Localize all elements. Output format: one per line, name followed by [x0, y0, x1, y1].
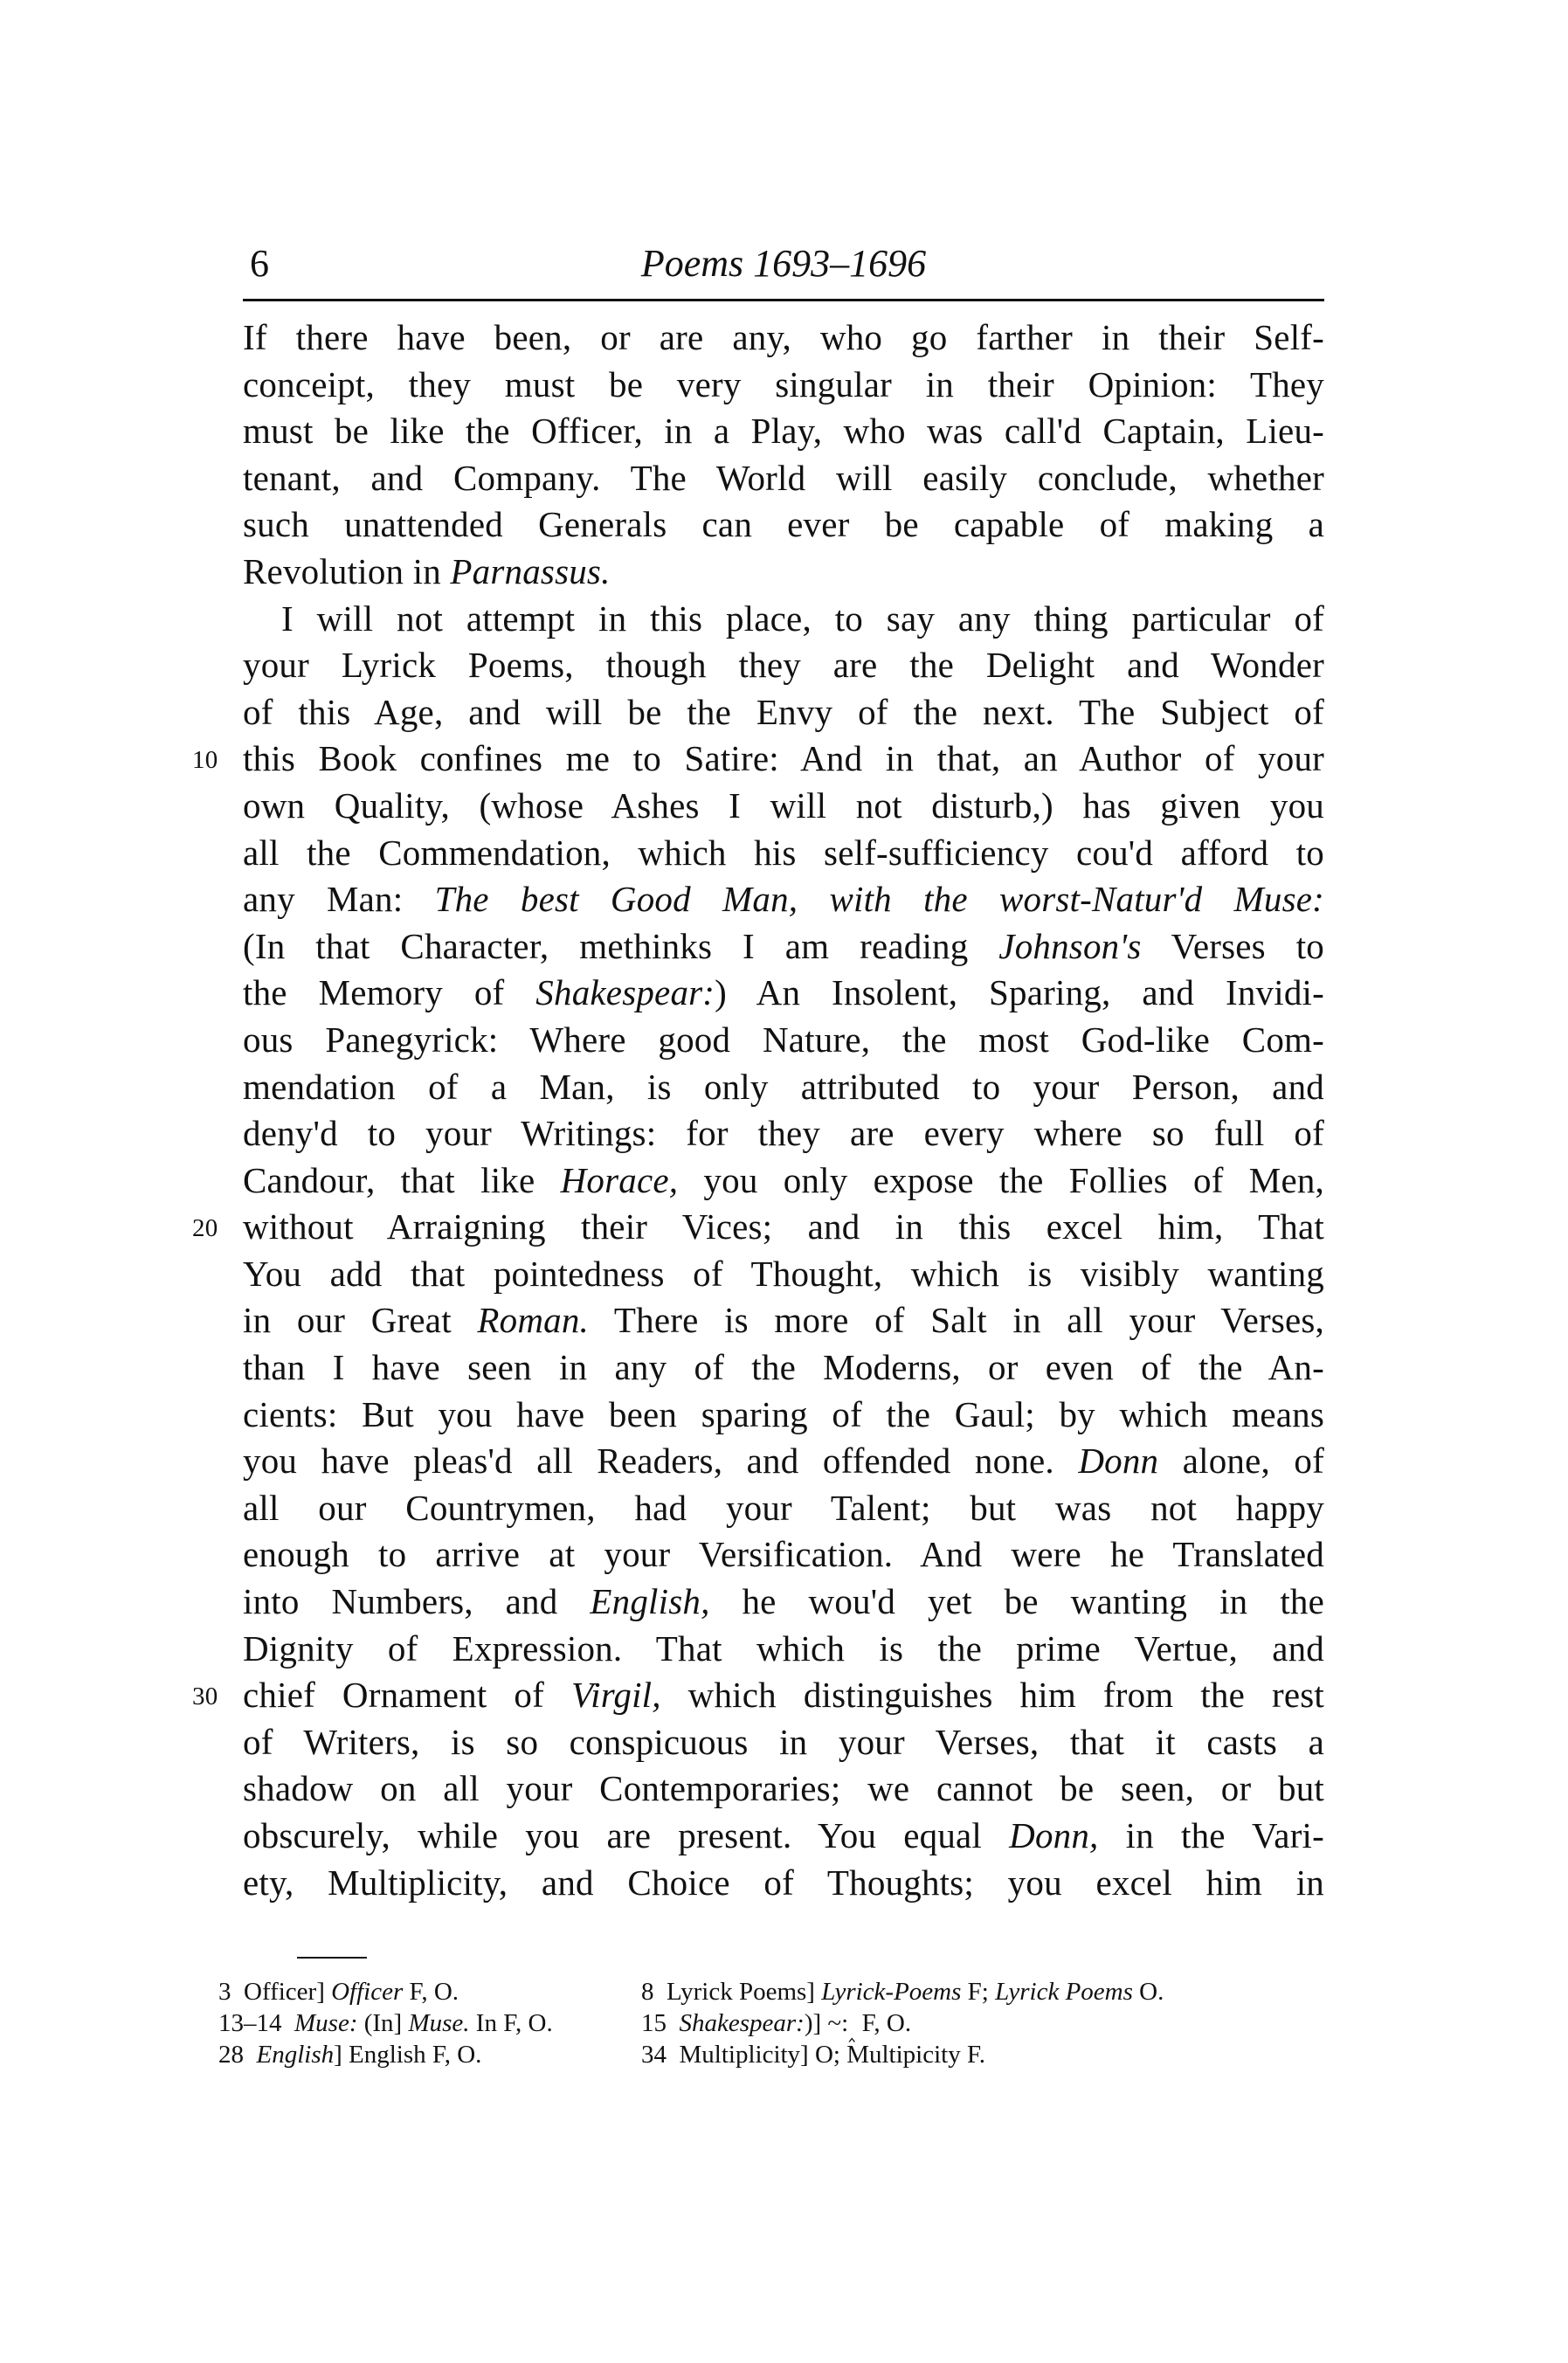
- footnote: 13–14 Muse: (In] Muse. In F, O.: [218, 2009, 553, 2037]
- text-line: shadow on all your Contemporaries; we cannot be seen, or but: [243, 1768, 1324, 1809]
- footnote-line: [218, 2039, 1324, 2070]
- text-line: your Lyrick Poems, though they are the Delight and Wonder: [243, 645, 1324, 686]
- footnote: 15 Shakespear:)] $\sim:_‸$ F, O.: [641, 2009, 912, 2042]
- footnote: 28 English] English F, O.: [218, 2041, 482, 2069]
- line-number: 20: [192, 1214, 218, 1243]
- text-line: 20 without Arraigning their Vices; and in this excel him, That: [243, 1204, 1324, 1251]
- text-line: Candour, that like Horace, you only expose the Follies of Men,: [243, 1159, 1324, 1200]
- footnote: 34 Multiplicity] O; Multipicity F.: [641, 2041, 986, 2069]
- body-text: [192, 314, 1325, 1906]
- text-line: own Quality, (whose Ashes I will not disturb,) has given you: [243, 784, 1324, 826]
- text-line: you have pleas'd all Readers, and offended none. Donn alone, of: [243, 1441, 1324, 1482]
- text-line: into Numbers, and English, he wou'd yet be wanting in the: [243, 1581, 1325, 1622]
- text-line: any Man: The best Good Man, with the worst-Natur'd Muse:: [243, 879, 1324, 920]
- text-line: ous Panegyrick: Where good Nature, the most God-like Com-: [243, 1019, 1324, 1060]
- text-line: such unattended Generals can ever be capable of making a: [243, 504, 1324, 545]
- text-line: of Writers, is so conspicuous in your Verses, that it casts a: [243, 1721, 1324, 1762]
- text-line: cients: But you have been sparing of the Gaul; by which means: [243, 1393, 1324, 1434]
- text-line: I will not attempt in this place, to say any thing particular of: [281, 598, 1324, 639]
- text-line: of this Age, and will be the Envy of the next. The Subject of: [243, 691, 1324, 732]
- text-line: You add that pointedness of Thought, which is visibly wanting: [243, 1253, 1324, 1294]
- text-line: must be like the Officer, in a Play, who was call'd Captain, Lieu-: [243, 411, 1324, 452]
- text-line: than I have seen in any of the Moderns, or even of the An-: [243, 1347, 1324, 1388]
- text-line: 10 this Book confines me to Satire: And in that, an Author of your: [243, 736, 1324, 783]
- text-line: 30 chief Ornament of Virgil, which distinguishes him from the rest: [243, 1672, 1324, 1719]
- text-line: (In that Character, methinks I am reading Johnson's Verses to: [243, 925, 1324, 966]
- text-line: all our Countrymen, had your Talent; but was not happy: [243, 1487, 1324, 1528]
- text-line: mendation of a Man, is only attributed to your Person, and: [243, 1066, 1324, 1107]
- page-number: 6: [250, 242, 269, 285]
- footnote-rule: [297, 1957, 367, 1959]
- text-line: deny'd to your Writings: for they are every where so full of: [243, 1113, 1324, 1154]
- running-title: Poems 1693–1696: [640, 242, 927, 285]
- text-line: in our Great Roman. There is more of Salt in all your Verses,: [243, 1300, 1324, 1341]
- footnote: 3 Officer] Officer F, O.: [218, 1978, 459, 2006]
- page-header: [243, 238, 1324, 301]
- text-line: the Memory of Shakespear:) An Insolent, Sparing, and Invidi-: [243, 972, 1324, 1013]
- text-line: Dignity of Expression. That which is the prime Vertue, and: [243, 1627, 1324, 1669]
- line-number: 30: [192, 1682, 218, 1711]
- text-line: tenant, and Company. The World will easily conclude, whether: [243, 457, 1324, 498]
- line-number: 10: [192, 746, 218, 775]
- text-line: Revolution in Parnassus.: [243, 550, 611, 591]
- text-line: If there have been, or are any, who go farther in their Self-: [243, 317, 1324, 357]
- footnote: 8 Lyrick Poems] Lyrick-Poems F; Lyrick Poems O.: [641, 1978, 1164, 2006]
- footnote-line: [218, 2007, 1324, 2042]
- text-line: enough to arrive at your Versification. And were he Translated: [243, 1534, 1324, 1575]
- text-line: all the Commendation, which his self-sufficiency cou'd afford to: [243, 832, 1324, 873]
- text-line: ety, Multiplicity, and Choice of Thoughts; you excel him in: [243, 1862, 1324, 1903]
- footnote-line: [218, 1976, 1324, 2007]
- text-line: conceipt, they must be very singular in their Opinion: They: [243, 363, 1324, 404]
- text-line: obscurely, while you are present. You equal Donn, in the Vari-: [243, 1815, 1324, 1855]
- textual-notes: [218, 1976, 1324, 2070]
